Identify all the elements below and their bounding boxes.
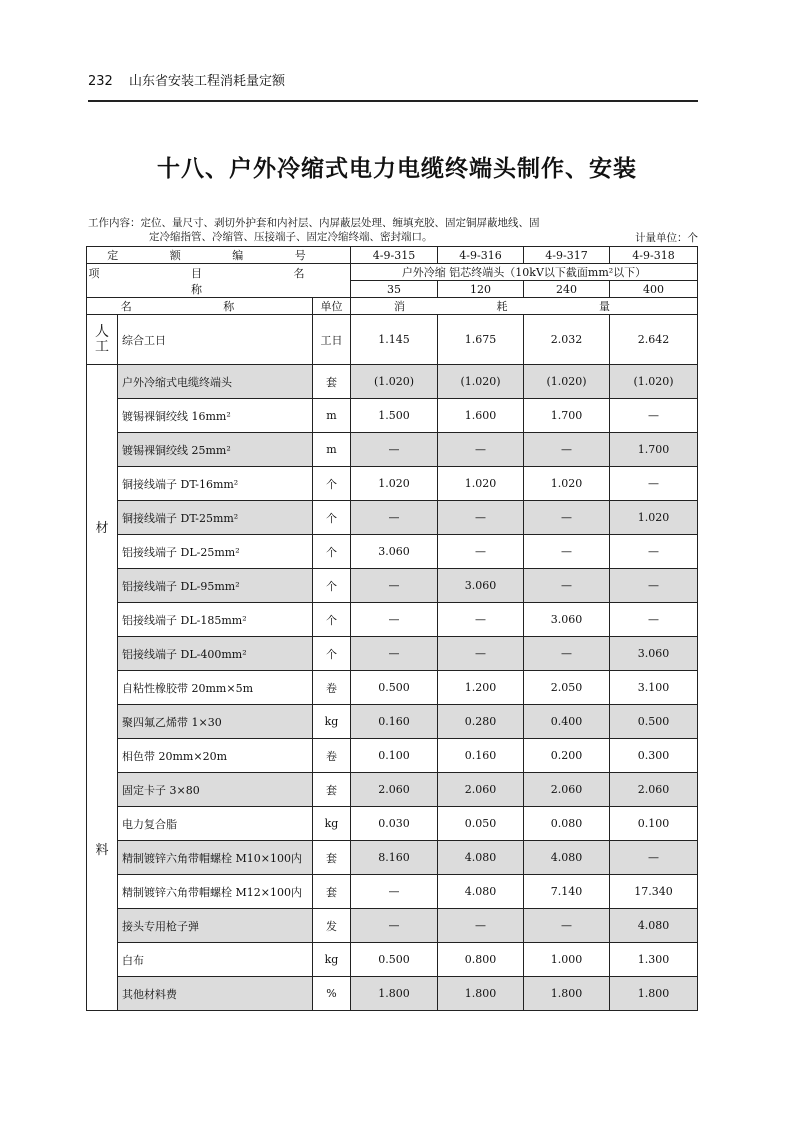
material-value: 1.020 xyxy=(610,501,698,535)
material-unit: m xyxy=(313,399,351,433)
size-cell: 400 xyxy=(610,281,698,298)
material-value: 8.160 xyxy=(351,841,438,875)
material-value: 0.030 xyxy=(351,807,438,841)
material-value: — xyxy=(351,433,438,467)
material-value: 1.600 xyxy=(438,399,524,433)
material-row xyxy=(87,433,698,467)
header-rule xyxy=(88,100,698,102)
material-value: — xyxy=(351,909,438,943)
material-value: 1.300 xyxy=(610,943,698,977)
material-unit: 卷 xyxy=(313,739,351,773)
material-value: 1.020 xyxy=(351,467,438,501)
material-value: 2.060 xyxy=(351,773,438,807)
col-header-quantity: 消 耗 量 xyxy=(351,298,698,315)
material-unit: 套 xyxy=(313,875,351,909)
material-value: — xyxy=(438,637,524,671)
material-row xyxy=(87,841,698,875)
material-name: 镀锡裸铜绞线 16mm² xyxy=(118,399,313,433)
material-unit: kg xyxy=(313,943,351,977)
material-name: 接头专用枪子弹 xyxy=(118,909,313,943)
material-value: 0.280 xyxy=(438,705,524,739)
labor-value: 2.642 xyxy=(610,315,698,365)
material-name: 镀锡裸铜绞线 25mm² xyxy=(118,433,313,467)
material-value: — xyxy=(610,841,698,875)
material-value: — xyxy=(351,501,438,535)
material-unit: 个 xyxy=(313,569,351,603)
material-name: 户外冷缩式电缆终端头 xyxy=(118,365,313,399)
material-unit: 套 xyxy=(313,841,351,875)
material-value: — xyxy=(524,637,610,671)
material-row xyxy=(87,807,698,841)
material-name: 聚四氟乙烯带 1×30 xyxy=(118,705,313,739)
material-value: 1.700 xyxy=(524,399,610,433)
material-value: 0.500 xyxy=(610,705,698,739)
material-value: (1.020) xyxy=(351,365,438,399)
material-unit: 个 xyxy=(313,637,351,671)
material-name: 铝接线端子 DL-25mm² xyxy=(118,535,313,569)
material-value: 0.080 xyxy=(524,807,610,841)
material-name: 白布 xyxy=(118,943,313,977)
material-value: 2.060 xyxy=(610,773,698,807)
material-value: 0.800 xyxy=(438,943,524,977)
labor-value: 1.675 xyxy=(438,315,524,365)
item-label: 项 目 名 称 xyxy=(87,264,351,298)
material-name: 铝接线端子 DL-185mm² xyxy=(118,603,313,637)
material-row xyxy=(87,501,698,535)
material-value: 2.060 xyxy=(438,773,524,807)
material-value: — xyxy=(438,535,524,569)
material-row xyxy=(87,467,698,501)
material-unit: 发 xyxy=(313,909,351,943)
material-row xyxy=(87,637,698,671)
material-value: — xyxy=(351,569,438,603)
material-value: 0.100 xyxy=(610,807,698,841)
book-title: 山东省安装工程消耗量定额 xyxy=(128,74,285,89)
code-cell: 4-9-316 xyxy=(438,247,524,264)
material-unit: kg xyxy=(313,807,351,841)
material-value: 1.800 xyxy=(524,977,610,1011)
material-value: — xyxy=(524,501,610,535)
labor-value: 1.145 xyxy=(351,315,438,365)
material-value: — xyxy=(438,909,524,943)
material-unit: 个 xyxy=(313,467,351,501)
work-content xyxy=(88,216,698,244)
material-value: — xyxy=(351,875,438,909)
material-value: 1.000 xyxy=(524,943,610,977)
material-value: (1.020) xyxy=(524,365,610,399)
material-row xyxy=(87,705,698,739)
material-value: 1.800 xyxy=(351,977,438,1011)
material-name: 铜接线端子 DT-16mm² xyxy=(118,467,313,501)
material-value: 4.080 xyxy=(438,875,524,909)
material-name: 铝接线端子 DL-400mm² xyxy=(118,637,313,671)
material-unit: 卷 xyxy=(313,671,351,705)
material-value: — xyxy=(438,433,524,467)
material-value: — xyxy=(524,569,610,603)
material-value: 1.800 xyxy=(438,977,524,1011)
material-value: 1.800 xyxy=(610,977,698,1011)
material-value: — xyxy=(610,603,698,637)
material-value: 0.160 xyxy=(351,705,438,739)
material-name: 精制镀锌六角带帽螺栓 M12×100内 xyxy=(118,875,313,909)
running-header xyxy=(88,70,285,89)
material-value: 0.500 xyxy=(351,671,438,705)
material-value: 1.020 xyxy=(438,467,524,501)
code-cell: 4-9-317 xyxy=(524,247,610,264)
material-row xyxy=(87,943,698,977)
code-cell: 4-9-318 xyxy=(610,247,698,264)
material-value: — xyxy=(610,399,698,433)
material-value: 1.020 xyxy=(524,467,610,501)
material-value: 0.160 xyxy=(438,739,524,773)
material-value: — xyxy=(438,603,524,637)
material-value: — xyxy=(351,603,438,637)
size-cell: 35 xyxy=(351,281,438,298)
material-row xyxy=(87,399,698,433)
material-unit: 个 xyxy=(313,501,351,535)
material-unit: % xyxy=(313,977,351,1011)
material-value: 0.050 xyxy=(438,807,524,841)
item-description: 户外冷缩 铝芯终端头（10kV以下截面mm²以下） xyxy=(351,264,698,281)
material-value: 7.140 xyxy=(524,875,610,909)
work-content-line-2: 定冷缩指管、冷缩管、压接端子、固定冷缩终端、密封端口。 xyxy=(149,231,433,243)
material-name: 固定卡子 3×80 xyxy=(118,773,313,807)
material-row xyxy=(87,365,698,399)
labor-unit: 工日 xyxy=(313,315,351,365)
labor-name: 综合工日 xyxy=(118,315,313,365)
material-unit: 套 xyxy=(313,773,351,807)
material-value: 1.700 xyxy=(610,433,698,467)
material-row xyxy=(87,875,698,909)
material-value: 3.100 xyxy=(610,671,698,705)
material-category: 材 料 xyxy=(87,365,118,1011)
material-value: 17.340 xyxy=(610,875,698,909)
material-value: 4.080 xyxy=(610,909,698,943)
material-value: (1.020) xyxy=(610,365,698,399)
material-name: 其他材料费 xyxy=(118,977,313,1011)
material-unit: m xyxy=(313,433,351,467)
material-name: 铜接线端子 DT-25mm² xyxy=(118,501,313,535)
col-header-unit: 单位 xyxy=(313,298,351,315)
section-title: 十八、户外冷缩式电力电缆终端头制作、安装 xyxy=(157,156,637,182)
material-name: 精制镀锌六角带帽螺栓 M10×100内 xyxy=(118,841,313,875)
material-value: — xyxy=(524,433,610,467)
material-value: 3.060 xyxy=(610,637,698,671)
material-value: — xyxy=(524,535,610,569)
work-content-line-1: 工作内容：定位、量尺寸、剥切外护套和内衬层、内屏蔽层处理、缠填充胶、固定铜屏蔽地线、固 xyxy=(88,217,540,229)
labor-category: 人 工 xyxy=(87,315,118,365)
material-row xyxy=(87,603,698,637)
material-value: 1.500 xyxy=(351,399,438,433)
material-value: 3.060 xyxy=(438,569,524,603)
material-row xyxy=(87,977,698,1011)
code-label: 定 额 编 号 xyxy=(87,247,351,264)
material-value: — xyxy=(524,909,610,943)
material-unit: 个 xyxy=(313,535,351,569)
material-value: 0.400 xyxy=(524,705,610,739)
material-value: 3.060 xyxy=(351,535,438,569)
material-value: — xyxy=(610,467,698,501)
material-value: 0.300 xyxy=(610,739,698,773)
material-row xyxy=(87,535,698,569)
labor-value: 2.032 xyxy=(524,315,610,365)
material-value: — xyxy=(610,569,698,603)
col-header-name: 名 称 xyxy=(87,298,313,315)
material-value: 0.100 xyxy=(351,739,438,773)
measurement-unit: 计量单位：个 xyxy=(635,232,698,244)
code-cell: 4-9-315 xyxy=(351,247,438,264)
material-value: 2.050 xyxy=(524,671,610,705)
material-value: 4.080 xyxy=(524,841,610,875)
quota-table xyxy=(86,246,698,1011)
material-name: 铝接线端子 DL-95mm² xyxy=(118,569,313,603)
material-value: 2.060 xyxy=(524,773,610,807)
material-value: — xyxy=(351,637,438,671)
page-number: 232 xyxy=(88,74,113,89)
material-value: 0.500 xyxy=(351,943,438,977)
material-name: 自粘性橡胶带 20mm×5m xyxy=(118,671,313,705)
size-cell: 240 xyxy=(524,281,610,298)
material-value: — xyxy=(438,501,524,535)
material-unit: 套 xyxy=(313,365,351,399)
material-row xyxy=(87,773,698,807)
material-value: 3.060 xyxy=(524,603,610,637)
material-row xyxy=(87,671,698,705)
material-value: 0.200 xyxy=(524,739,610,773)
material-name: 电力复合脂 xyxy=(118,807,313,841)
material-row xyxy=(87,909,698,943)
material-value: 4.080 xyxy=(438,841,524,875)
material-value: (1.020) xyxy=(438,365,524,399)
size-cell: 120 xyxy=(438,281,524,298)
material-row xyxy=(87,569,698,603)
material-row xyxy=(87,739,698,773)
material-value: 1.200 xyxy=(438,671,524,705)
material-name: 相色带 20mm×20m xyxy=(118,739,313,773)
material-unit: kg xyxy=(313,705,351,739)
material-value: — xyxy=(610,535,698,569)
material-unit: 个 xyxy=(313,603,351,637)
